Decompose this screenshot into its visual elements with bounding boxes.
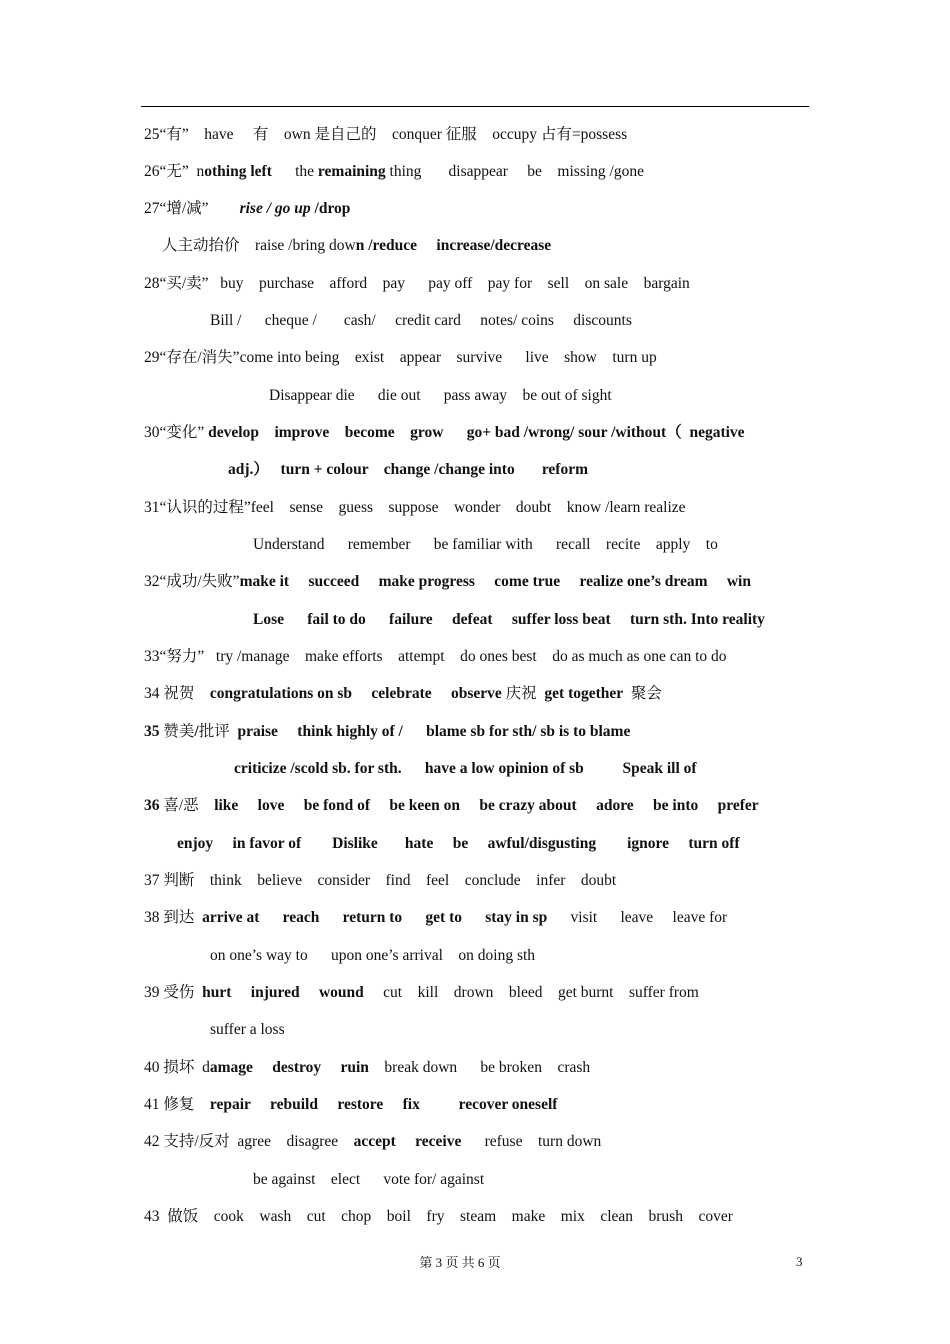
footer-page-info: 第 3 页 共 6 页 <box>419 1255 501 1270</box>
vocab-line <box>144 869 616 893</box>
vocab-line <box>144 720 630 744</box>
line-text: / <box>194 723 199 740</box>
line-text: 31“认识的过程”feel sense guess suppose wonder doubt know /learn realize <box>144 499 686 516</box>
footer-page-number: 3 <box>796 1254 803 1269</box>
vocab-line <box>144 1130 601 1154</box>
line-text: 25“有” have 有 own 是自己的 conquer 征服 occupy 占有=possess <box>144 126 628 143</box>
page-footer <box>0 1252 950 1272</box>
line-text: 41 修复 <box>144 1096 210 1113</box>
vocab-line <box>144 346 657 370</box>
line-text: 喜/恶 <box>159 797 215 814</box>
vocab-line <box>210 309 632 333</box>
line-text: /drop <box>310 200 351 217</box>
line-text: 27“增/减” <box>144 200 240 217</box>
vocab-line <box>269 384 612 408</box>
vocab-line <box>144 197 350 221</box>
line-text: 26“无” n <box>144 163 205 180</box>
line-text: arrive at reach return to get to stay in sp <box>202 909 548 926</box>
line-text: like love be fond of be keen on be crazy about adore be into prefer <box>214 797 759 814</box>
vocab-line <box>144 1093 557 1117</box>
vocab-line <box>177 832 740 856</box>
vocab-line <box>210 1018 285 1042</box>
line-text: develop improve become grow go+ bad /wrong/ sour /without（ negative <box>208 424 745 441</box>
line-text: 36 <box>144 797 160 814</box>
line-text: 批评 <box>198 723 238 740</box>
line-text: suffer a loss <box>210 1021 285 1038</box>
vocab-line <box>144 123 627 147</box>
line-text: Bill / cheque / cash/ credit card notes/ coins discounts <box>210 312 632 329</box>
vocab-line <box>253 608 765 632</box>
line-text: break down be broken crash <box>368 1059 591 1076</box>
vocab-line <box>144 1056 590 1080</box>
line-text: cut kill drown bleed get burnt suffer from <box>363 984 699 1001</box>
line-text: 庆祝 <box>501 685 545 702</box>
line-text: amage destroy ruin <box>209 1059 369 1076</box>
vocab-line <box>144 645 727 669</box>
line-text: congratulations on sb celebrate observe <box>209 685 502 702</box>
vocab-line <box>234 757 697 781</box>
line-text: visit leave leave for <box>547 909 728 926</box>
line-text: 38 到达 <box>144 909 203 926</box>
line-text: rise / go up <box>239 200 311 217</box>
line-text: 33“努力” try /manage make efforts attempt do ones best do as much as one can to do <box>144 648 727 665</box>
line-text: criticize /scold sb. for sth. have a low opinion of sb Speak ill of <box>234 760 697 777</box>
vocab-line <box>144 570 751 594</box>
vocab-line <box>144 272 690 296</box>
line-text: 39 受伤 <box>144 984 203 1001</box>
line-text: 30“变化” <box>144 424 209 441</box>
line-text: adj.） turn + colour change /change into reform <box>228 461 589 478</box>
line-text: othing left <box>204 163 272 180</box>
line-text: the <box>271 163 318 180</box>
vocab-line <box>144 906 727 930</box>
vocab-line <box>144 160 644 184</box>
header-rule <box>141 106 809 107</box>
line-text: enjoy in favor of Dislike hate be awful/disgusting ignore turn off <box>177 835 740 852</box>
line-text: 赞美 <box>159 723 195 740</box>
line-text: hurt injured wound <box>202 984 364 1001</box>
line-text: be against elect vote for/ against <box>253 1171 485 1188</box>
line-text: 聚会 <box>623 685 662 702</box>
line-text: get together <box>544 685 624 702</box>
vocab-line <box>162 234 551 258</box>
line-text: 43 做饭 cook wash cut chop boil fry steam make mix clean brush cover <box>144 1208 733 1225</box>
line-text: 34 祝贺 <box>144 685 210 702</box>
line-text: 32“成功/失败” <box>144 573 240 590</box>
line-text: praise think highly of / blame sb for sth/ sb is to blame <box>237 723 631 740</box>
vocab-line <box>210 944 535 968</box>
line-text: 35 <box>144 723 160 740</box>
vocab-line <box>144 496 686 520</box>
line-text: 42 支持/反对 agree disagree <box>144 1133 354 1150</box>
line-text: 29“存在/消失”come into being exist appear survive live show turn up <box>144 349 657 366</box>
vocab-line <box>144 981 699 1005</box>
line-text: thing disappear be missing /gone <box>385 163 644 180</box>
line-text: n /reduce increase/decrease <box>355 237 552 254</box>
line-text: Lose fail to do failure defeat suffer loss beat turn sth. Into reality <box>253 611 765 628</box>
line-text: Understand remember be familiar with recall recite apply to <box>253 536 718 553</box>
line-text: 28“买/卖” buy purchase afford pay pay off pay for sell on sale bargain <box>144 275 690 292</box>
vocab-line <box>144 421 745 445</box>
line-text: repair rebuild restore fix recover oneself <box>209 1096 558 1113</box>
vocab-line <box>228 458 588 482</box>
line-text: 37 判断 think believe consider find feel conclude infer doubt <box>144 872 617 889</box>
vocab-line <box>253 1168 484 1192</box>
line-text: on one’s way to upon one’s arrival on doing sth <box>210 947 536 964</box>
vocab-line <box>144 794 759 818</box>
line-text: 40 损坏 d <box>144 1059 210 1076</box>
line-text: accept receive <box>353 1133 462 1150</box>
line-text: remaining <box>317 163 386 180</box>
line-text: make it succeed make progress come true realize one’s dream win <box>239 573 751 590</box>
line-text: 人主动抬价 raise /bring dow <box>162 237 356 254</box>
vocab-line <box>144 1205 733 1229</box>
vocab-line <box>253 533 718 557</box>
line-text: Disappear die die out pass away be out of sight <box>269 387 612 404</box>
line-text: refuse turn down <box>461 1133 602 1150</box>
vocab-line <box>144 682 662 706</box>
